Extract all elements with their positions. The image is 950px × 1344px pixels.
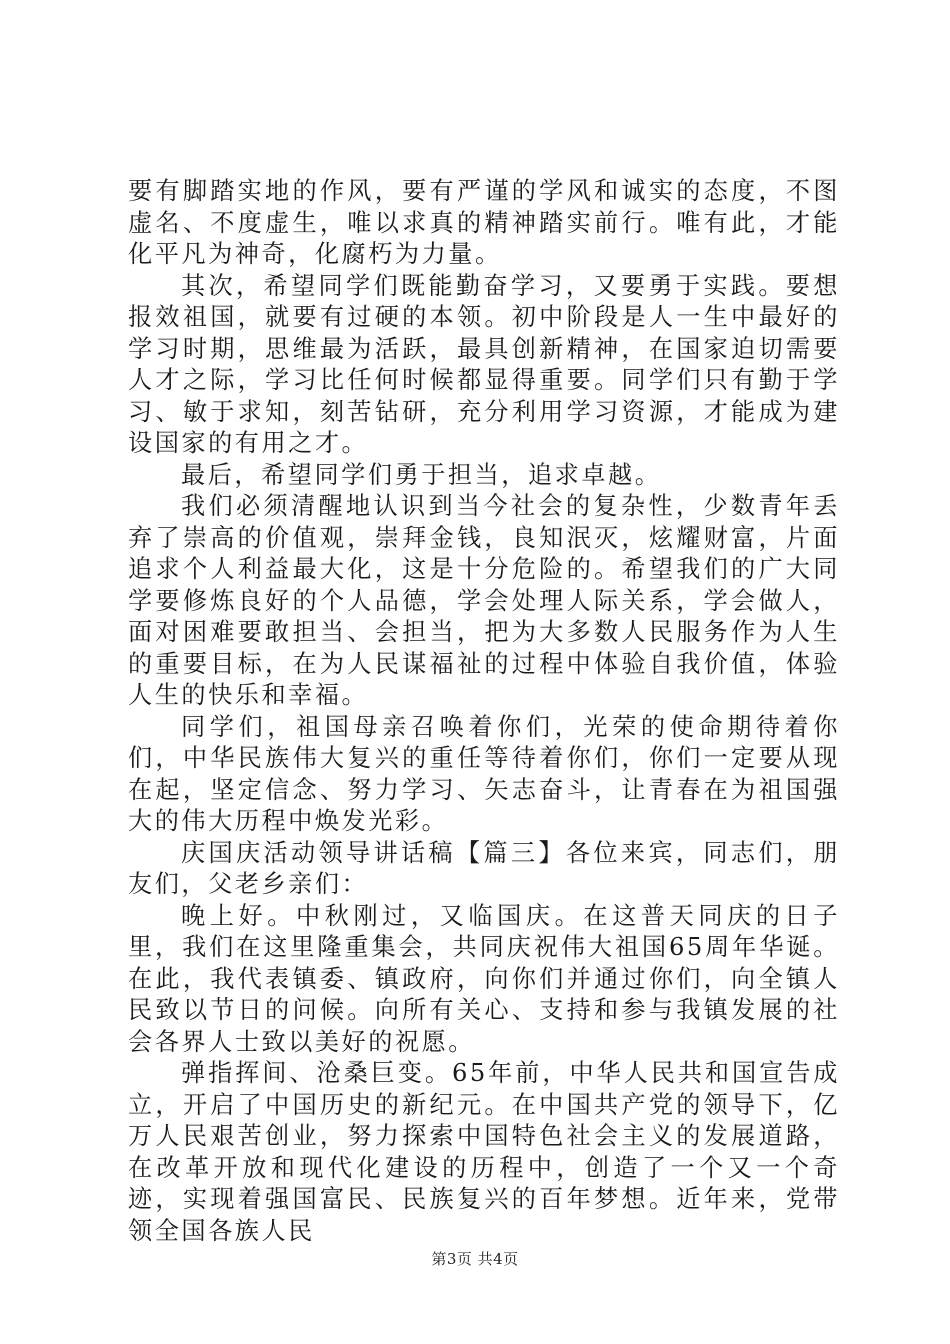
paragraph: 庆国庆活动领导讲话稿【篇三】各位来宾，同志们，朋友们，父老乡亲们： (128, 838, 840, 898)
paragraph: 晚上好。中秋刚过，又临国庆。在这普天同庆的日子里，我们在这里隆重集会，共同庆祝伟大祖国65周年华诞。在此，我代表镇委、镇政府，向你们并通过你们，向全镇人民致以节日的问候。向所有关心、支持和参与我镇发展的社会各界人士致以美好的祝愿。 (128, 901, 840, 1056)
page-number-label: 第3页 共4页 (431, 1250, 519, 1268)
paragraph: 弹指挥间、沧桑巨变。65年前，中华人民共和国宣告成立，开启了中国历史的新纪元。在中国共产党的领导下，亿万人民艰苦创业，努力探索中国特色社会主义的发展道路，在改革开放和现代化建设的历程中，创造了一个又一个奇迹，实现着强国富民、民族复兴的百年梦想。近年来，党带领全国各族人民 (128, 1059, 840, 1245)
paragraph: 其次，希望同学们既能勤奋学习，又要勇于实践。要想报效祖国，就要有过硬的本领。初中阶段是人一生中最好的学习时期，思维最为活跃，最具创新精神，在国家迫切需要人才之际，学习比任何时候都显得重要。同学们只有勤于学习、敏于求知，刻苦钻研，充分利用学习资源，才能成为建设国家的有用之才。 (128, 271, 840, 457)
paragraph: 同学们，祖国母亲召唤着你们，光荣的使命期待着你们，中华民族伟大复兴的重任等待着你们，你们一定要从现在起，坚定信念、努力学习、矢志奋斗，让青春在为祖国强大的伟大历程中焕发光彩。 (128, 712, 840, 835)
paragraph: 要有脚踏实地的作风，要有严谨的学风和诚实的态度，不图虚名、不度虚生，唯以求真的精神踏实前行。唯有此，才能化平凡为神奇，化腐朽为力量。 (128, 177, 840, 268)
document-body (128, 176, 840, 1247)
page-footer (0, 1248, 950, 1269)
paragraph: 最后，希望同学们勇于担当，追求卓越。 (181, 460, 662, 489)
paragraph: 我们必须清醒地认识到当今社会的复杂性，少数青年丢弃了崇高的价值观，崇拜金钱，良知泯灭，炫耀财富，片面追求个人利益最大化，这是十分危险的。希望我们的广大同学要修炼良好的个人品德，学会处理人际关系，学会做人，面对困难要敢担当、会担当，把为大多数人民服务作为人生的重要目标，在为人民谋福祉的过程中体验自我价值，体验人生的快乐和幸福。 (128, 492, 840, 709)
